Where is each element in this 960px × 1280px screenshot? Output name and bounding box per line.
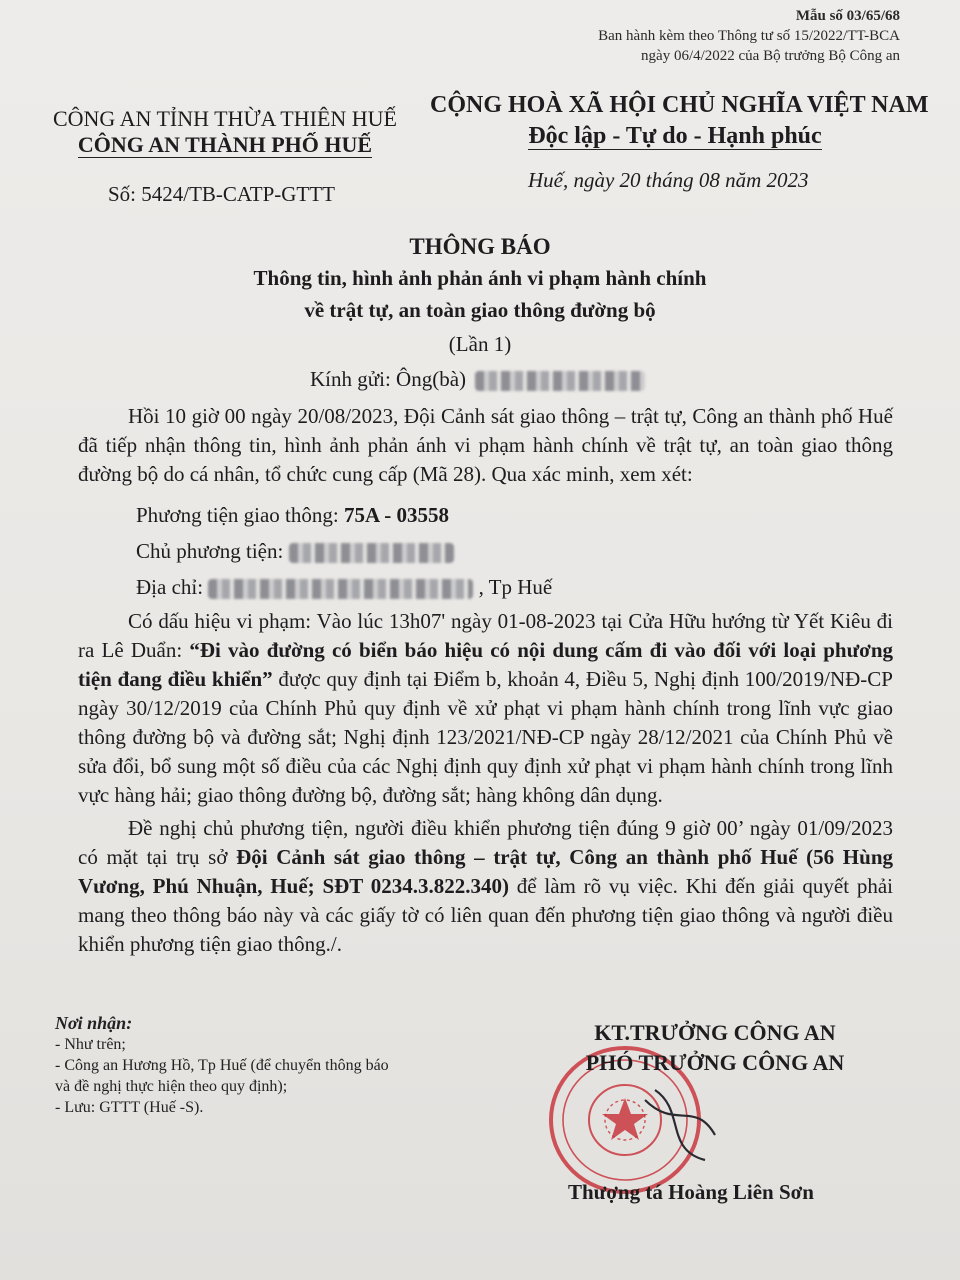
- vehicle-field: [136, 497, 893, 533]
- issuing-agency: [40, 106, 410, 158]
- request-place: Đội Cảnh sát giao thông – trật tự, Công an thành phố Huế (56 Hùng Vương, Phú Nhuận, Huế; SĐT 0234.3.822.340): [78, 845, 894, 898]
- receivers-block: [55, 1013, 389, 1118]
- violation-suffix: được quy định tại Điểm b, khoản 4, Điều 5, Nghị định 100/2019/NĐ-CP ngày 30/12/2019 của Chính Phủ quy định về xử phạt vi phạm hành chính trong lĩnh vực giao thông đường bộ và đường sắt; Nghị định 123/2021/NĐ-CP ngày 28/12/2021 của Chính Phủ về sửa đổi, bổ sung một số điều của các Nghị định quy định xử phạt vi phạm hành chính trong lĩnh vực hàng hải; giao thông đường bộ, đường sắt; hàng không dân dụng.: [78, 667, 893, 807]
- notice-times: (Lần 1): [448, 332, 512, 356]
- receivers-heading: Nơi nhận:: [55, 1013, 133, 1033]
- redacted-recipient-name: [475, 371, 645, 391]
- agency-name: CÔNG AN THÀNH PHỐ HUẾ: [77, 132, 373, 157]
- national-heading: [430, 90, 929, 152]
- form-issued-with: Ban hành kèm theo Thông tư số 15/2022/TT-BCA: [598, 28, 900, 44]
- recipient-line: [310, 367, 645, 392]
- notice-body: [78, 402, 893, 959]
- document-title: [80, 232, 880, 326]
- violation-quote: “Đi vào đường có biển báo hiệu có nội dung cấm đi vào đối với loại phương tiện đang điều khiển”: [78, 638, 893, 691]
- vehicle-plate: 75A - 03558: [343, 503, 449, 527]
- signature-block: [560, 1018, 870, 1078]
- vehicle-label: Phương tiện giao thông:: [136, 503, 339, 527]
- violation-prefix: Có dấu hiệu vi phạm: Vào lúc 13h07' ngày 01-08-2023 tại Cửa Hữu hướng từ Yết Kiêu đi ra Lê Duẩn:: [78, 609, 893, 662]
- parent-agency: CÔNG AN TỈNH THỪA THIÊN HUẾ: [52, 106, 397, 131]
- owner-label: Chủ phương tiện:: [136, 539, 284, 563]
- receiver-item: - Lưu: GTTT (Huế -S).: [55, 1099, 204, 1116]
- form-issued-date: ngày 06/4/2022 của Bộ trưởng Bộ Công an: [641, 48, 900, 64]
- signer-name: Thượng tá Hoàng Liên Sơn: [568, 1180, 814, 1204]
- form-metadata: [598, 6, 900, 66]
- violation-paragraph: [78, 607, 893, 810]
- address-city: , Tp Huế: [478, 575, 553, 599]
- title-main: THÔNG BÁO: [409, 234, 551, 259]
- signature-title-1: KT.TRƯỞNG CÔNG AN: [594, 1020, 836, 1045]
- title-line-1: Thông tin, hình ảnh phản ánh vi phạm hành chính: [253, 266, 707, 290]
- redacted-owner-name: [289, 543, 454, 563]
- receiver-item: - Công an Hương Hồ, Tp Huế (để chuyển thông báo: [55, 1057, 389, 1074]
- form-code: Mẫu số 03/65/68: [795, 8, 900, 24]
- seal-star-icon: [602, 1098, 648, 1140]
- redacted-address: [208, 579, 473, 599]
- intro-paragraph: Hồi 10 giờ 00 ngày 20/08/2023, Đội Cảnh sát giao thông – trật tự, Công an thành phố Huế đã tiếp nhận thông tin, hình ảnh phản ánh vi phạm hành chính về trật tự, an toàn giao thông đường bộ do cá nhân, tổ chức cung cấp (Mã 28). Qua xác minh, xem xét:: [78, 404, 893, 486]
- place-date: Huế, ngày 20 tháng 08 năm 2023: [528, 168, 809, 192]
- signature-title-2: PHÓ TRƯỞNG CÔNG AN: [585, 1050, 845, 1075]
- document-number: Số: 5424/TB-CATP-GTTT: [108, 182, 335, 206]
- request-prefix: Đề nghị chủ phương tiện, người điều khiển phương tiện đúng 9 giờ 00’ ngày 01/09/2023 có mặt tại trụ sở: [78, 816, 893, 869]
- national-motto: Độc lập - Tự do - Hạnh phúc: [528, 123, 822, 149]
- title-line-2: về trật tự, an toàn giao thông đường bộ: [304, 298, 656, 322]
- address-label: Địa chỉ:: [136, 575, 204, 599]
- nation-name: CỘNG HOÀ XÃ HỘI CHỦ NGHĨA VIỆT NAM: [430, 92, 929, 118]
- receiver-item: và đề nghị thực hiện theo quy định);: [55, 1078, 288, 1095]
- recipient-label: Kính gửi: Ông(bà): [310, 367, 467, 391]
- request-paragraph: [78, 814, 893, 959]
- receiver-item: - Như trên;: [55, 1036, 126, 1053]
- request-suffix: để làm rõ vụ việc. Khi đến giải quyết phải mang theo thông báo này và các giấy tờ có liên quan đến phương tiện giao thông và người điều khiển phương tiện giao thông./.: [78, 874, 893, 956]
- address-field: [136, 569, 893, 605]
- owner-field: [136, 533, 893, 569]
